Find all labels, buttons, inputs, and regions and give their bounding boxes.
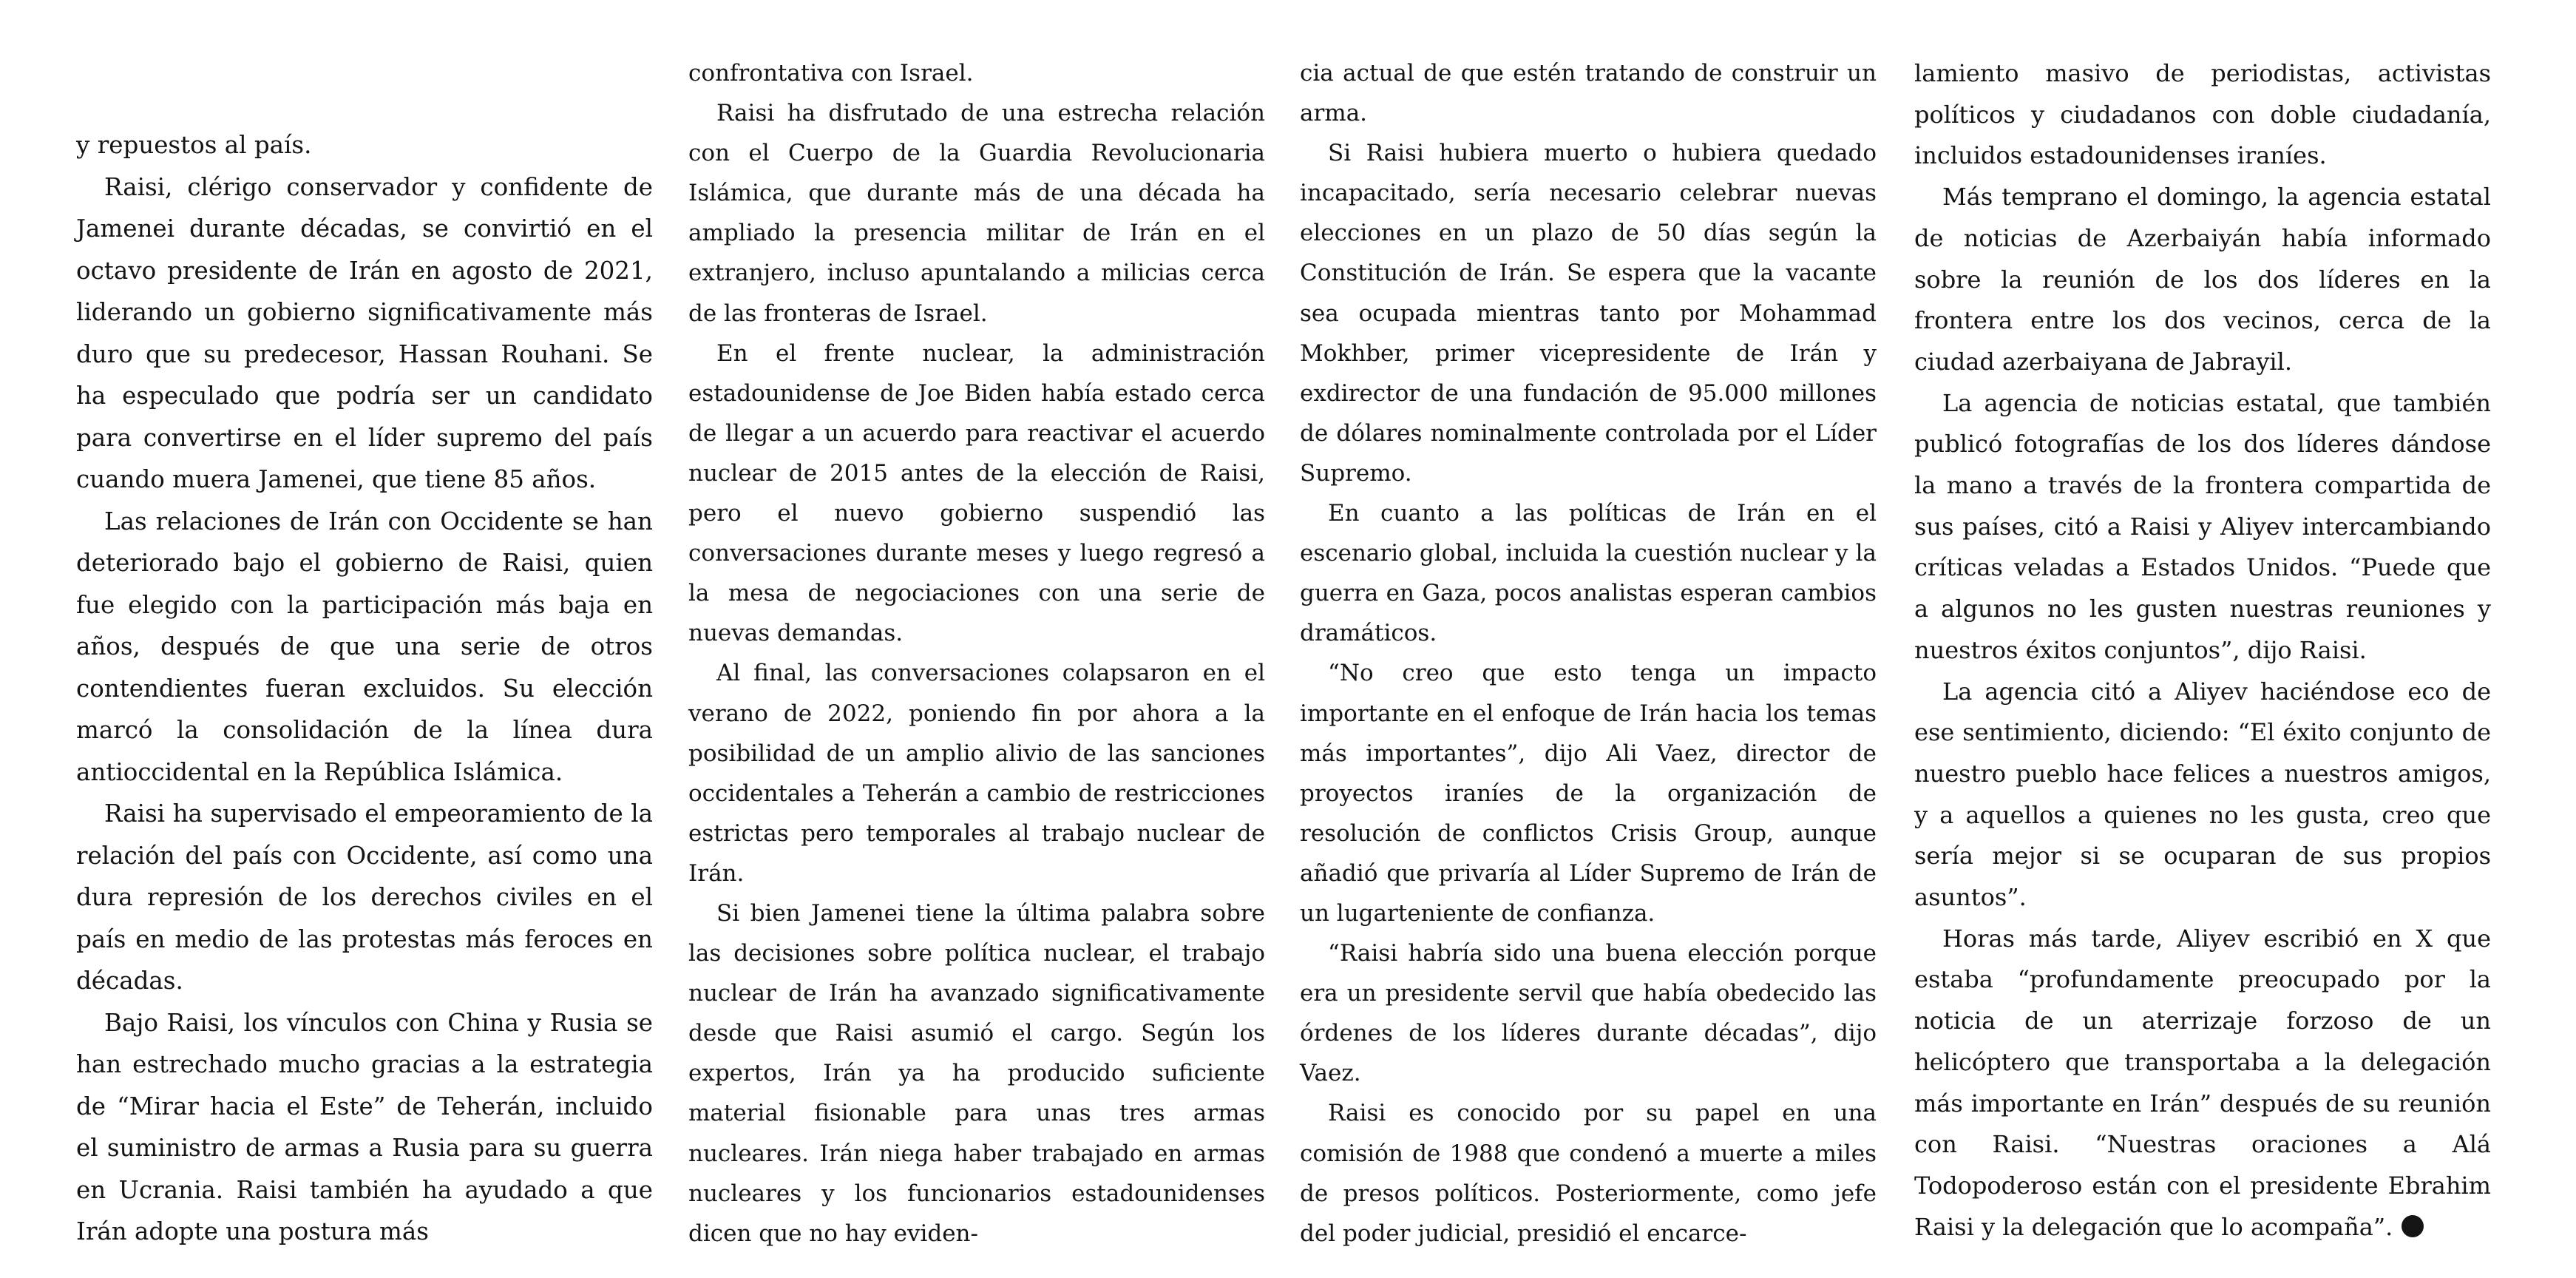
paragraph: Si bien Jamenei tiene la última palabra sobre las decisiones sobre política nuclear, el trabajo nuclear de Irán ha avanzado significativamente desde que Raisi asumió el cargo. Según los expertos, Irán ya ha producido suficiente material fisionable para unas tres armas nucleares. Irán niega haber trabajado en armas nucleares y los funcionarios estadounidenses dicen que no hay eviden- bbox=[688, 899, 1265, 1247]
paragraph: En el frente nuclear, la administración estadounidense de Joe Biden había estado cerca de llegar a un acuerdo para reactivar el acuerdo nuclear de 2015 antes de la elección de Raisi, pero el nuevo gobierno suspendió las conversaciones durante meses y luego regresó a la mesa de negociaciones con una serie de nuevas demandas. bbox=[688, 339, 1265, 647]
paragraph: Al final, las conversaciones colapsaron en el verano de 2022, poniendo fin por ahora a la posibilidad de un amplio alivio de las sanciones occidentales a Teherán a cambio de restricciones estrictas pero temporales al trabajo nuclear de Irán. bbox=[688, 660, 1265, 887]
article-column-2 bbox=[688, 53, 1265, 1254]
end-of-article-dot-icon bbox=[2402, 1215, 2424, 1237]
paragraph: La agencia citó a Aliyev haciéndose eco de ese sentimiento, diciendo: “El éxito conjunto de nuestro pueblo hace felices a nuestros amigos, y a aquellos a quienes no les gusta, creo que sería mejor si se ocuparan de sus propios asuntos”. bbox=[1914, 677, 2491, 912]
article-column-1 bbox=[76, 124, 653, 1253]
paragraph: Bajo Raisi, los vínculos con China y Rusia se han estrechado mucho gracias a la estrategia de “Mirar hacia el Este” de Teherán, incluido el suministro de armas a Rusia para su guerra en Ucrania. Raisi también ha ayudado a que Irán adopte una postura más bbox=[76, 1008, 653, 1245]
paragraph: “Raisi habría sido una buena elección porque era un presidente servil que había obedecido las órdenes de los líderes durante décadas”, dijo Vaez. bbox=[1300, 940, 1877, 1087]
paragraph: Raisi es conocido por su papel en una comisión de 1988 que condenó a muerte a miles de presos políticos. Posteriormente, como jefe del poder judicial, presidió el encarce- bbox=[1300, 1100, 1877, 1247]
article-column-4 bbox=[1914, 53, 2491, 1248]
paragraph: Raisi ha disfrutado de una estrecha relación con el Cuerpo de la Guardia Revolucionaria Islámica, que durante más de una década ha ampliado la presencia militar de Irán en el extranjero, incluso apuntalando a milicias cerca de las fronteras de Israel. bbox=[688, 100, 1265, 327]
paragraph: La agencia de noticias estatal, que también publicó fotografías de los dos líderes dándose la mano a través de la frontera compartida de sus países, citó a Raisi y Aliyev intercambiando críticas veladas a Estados Unidos. “Puede que a algunos no les gusten nuestras reuniones y nuestros éxitos conjuntos”, dijo Raisi. bbox=[1914, 388, 2491, 664]
paragraph: “No creo que esto tenga un impacto importante en el enfoque de Irán hacia los temas más importantes”, dijo Ali Vaez, director de proyectos iraníes de la organización de resolución de conflictos Crisis Group, aunque añadió que privaría al Líder Supremo de Irán de un lugarteniente de confianza. bbox=[1300, 660, 1877, 927]
paragraph: confrontativa con Israel. bbox=[688, 60, 974, 87]
paragraph: Las relaciones de Irán con Occidente se han deteriorado bajo el gobierno de Raisi, quien fue elegido con la participación más baja en años, después de que una serie de otros contendientes fueran excluidos. Su elección marcó la consolidación de la línea dura antioccidental en la República Islámica. bbox=[76, 507, 653, 786]
paragraph: Raisi, clérigo conservador y confidente de Jamenei durante décadas, se convirtió en el octavo presidente de Irán en agosto de 2021, liderando un gobierno significativamente más duro que su predecesor, Hassan Rouhani. Se ha especulado que podría ser un candidato para convertirse en el líder supremo del país cuando muera Jamenei, que tiene 85 años. bbox=[76, 172, 653, 493]
paragraph: Si Raisi hubiera muerto o hubiera quedado incapacitado, sería necesario celebrar nuevas elecciones en un plazo de 50 días según la Constitución de Irán. Se espera que la vacante sea ocupada mientras tanto por Mohammad Mokhber, primer vicepresidente de Irán y exdirector de una fundación de 95.000 millones de dólares nominalmente controlada por el Líder Supremo. bbox=[1300, 140, 1877, 487]
paragraph: Más temprano el domingo, la agencia estatal de noticias de Azerbaiyán había informado sobre la reunión de los dos líderes en la frontera entre los dos vecinos, cerca de la ciudad azerbaiyana de Jabrayil. bbox=[1914, 183, 2491, 376]
paragraph: y repuestos al país. bbox=[76, 131, 312, 159]
article-column-3 bbox=[1300, 53, 1877, 1254]
paragraph: cia actual de que estén tratando de construir un arma. bbox=[1300, 60, 1877, 127]
paragraph-last bbox=[1914, 919, 2491, 1248]
paragraph-text: Horas más tarde, Aliyev escribió en X que estaba “profundamente preocupado por la noticia de un aterrizaje forzoso de un helicóptero que transportaba a la delegación más importante en Irán” después de su reunión con Raisi. “Nuestras oraciones a Alá Todopoderoso están con el presidente Ebrahim Raisi y la delegación que lo acompaña”. bbox=[1914, 924, 2491, 1241]
paragraph: lamiento masivo de periodistas, activistas políticos y ciudadanos con doble ciudadanía, incluidos estadounidenses iraníes. bbox=[1914, 59, 2491, 170]
paragraph: Raisi ha supervisado el empeoramiento de la relación del país con Occidente, así como una dura represión de los derechos civiles en el país en medio de las protestas más feroces en décadas. bbox=[76, 799, 653, 995]
paragraph: En cuanto a las políticas de Irán en el escenario global, incluida la cuestión nuclear y la guerra en Gaza, pocos analistas esperan cambios dramáticos. bbox=[1300, 500, 1877, 647]
